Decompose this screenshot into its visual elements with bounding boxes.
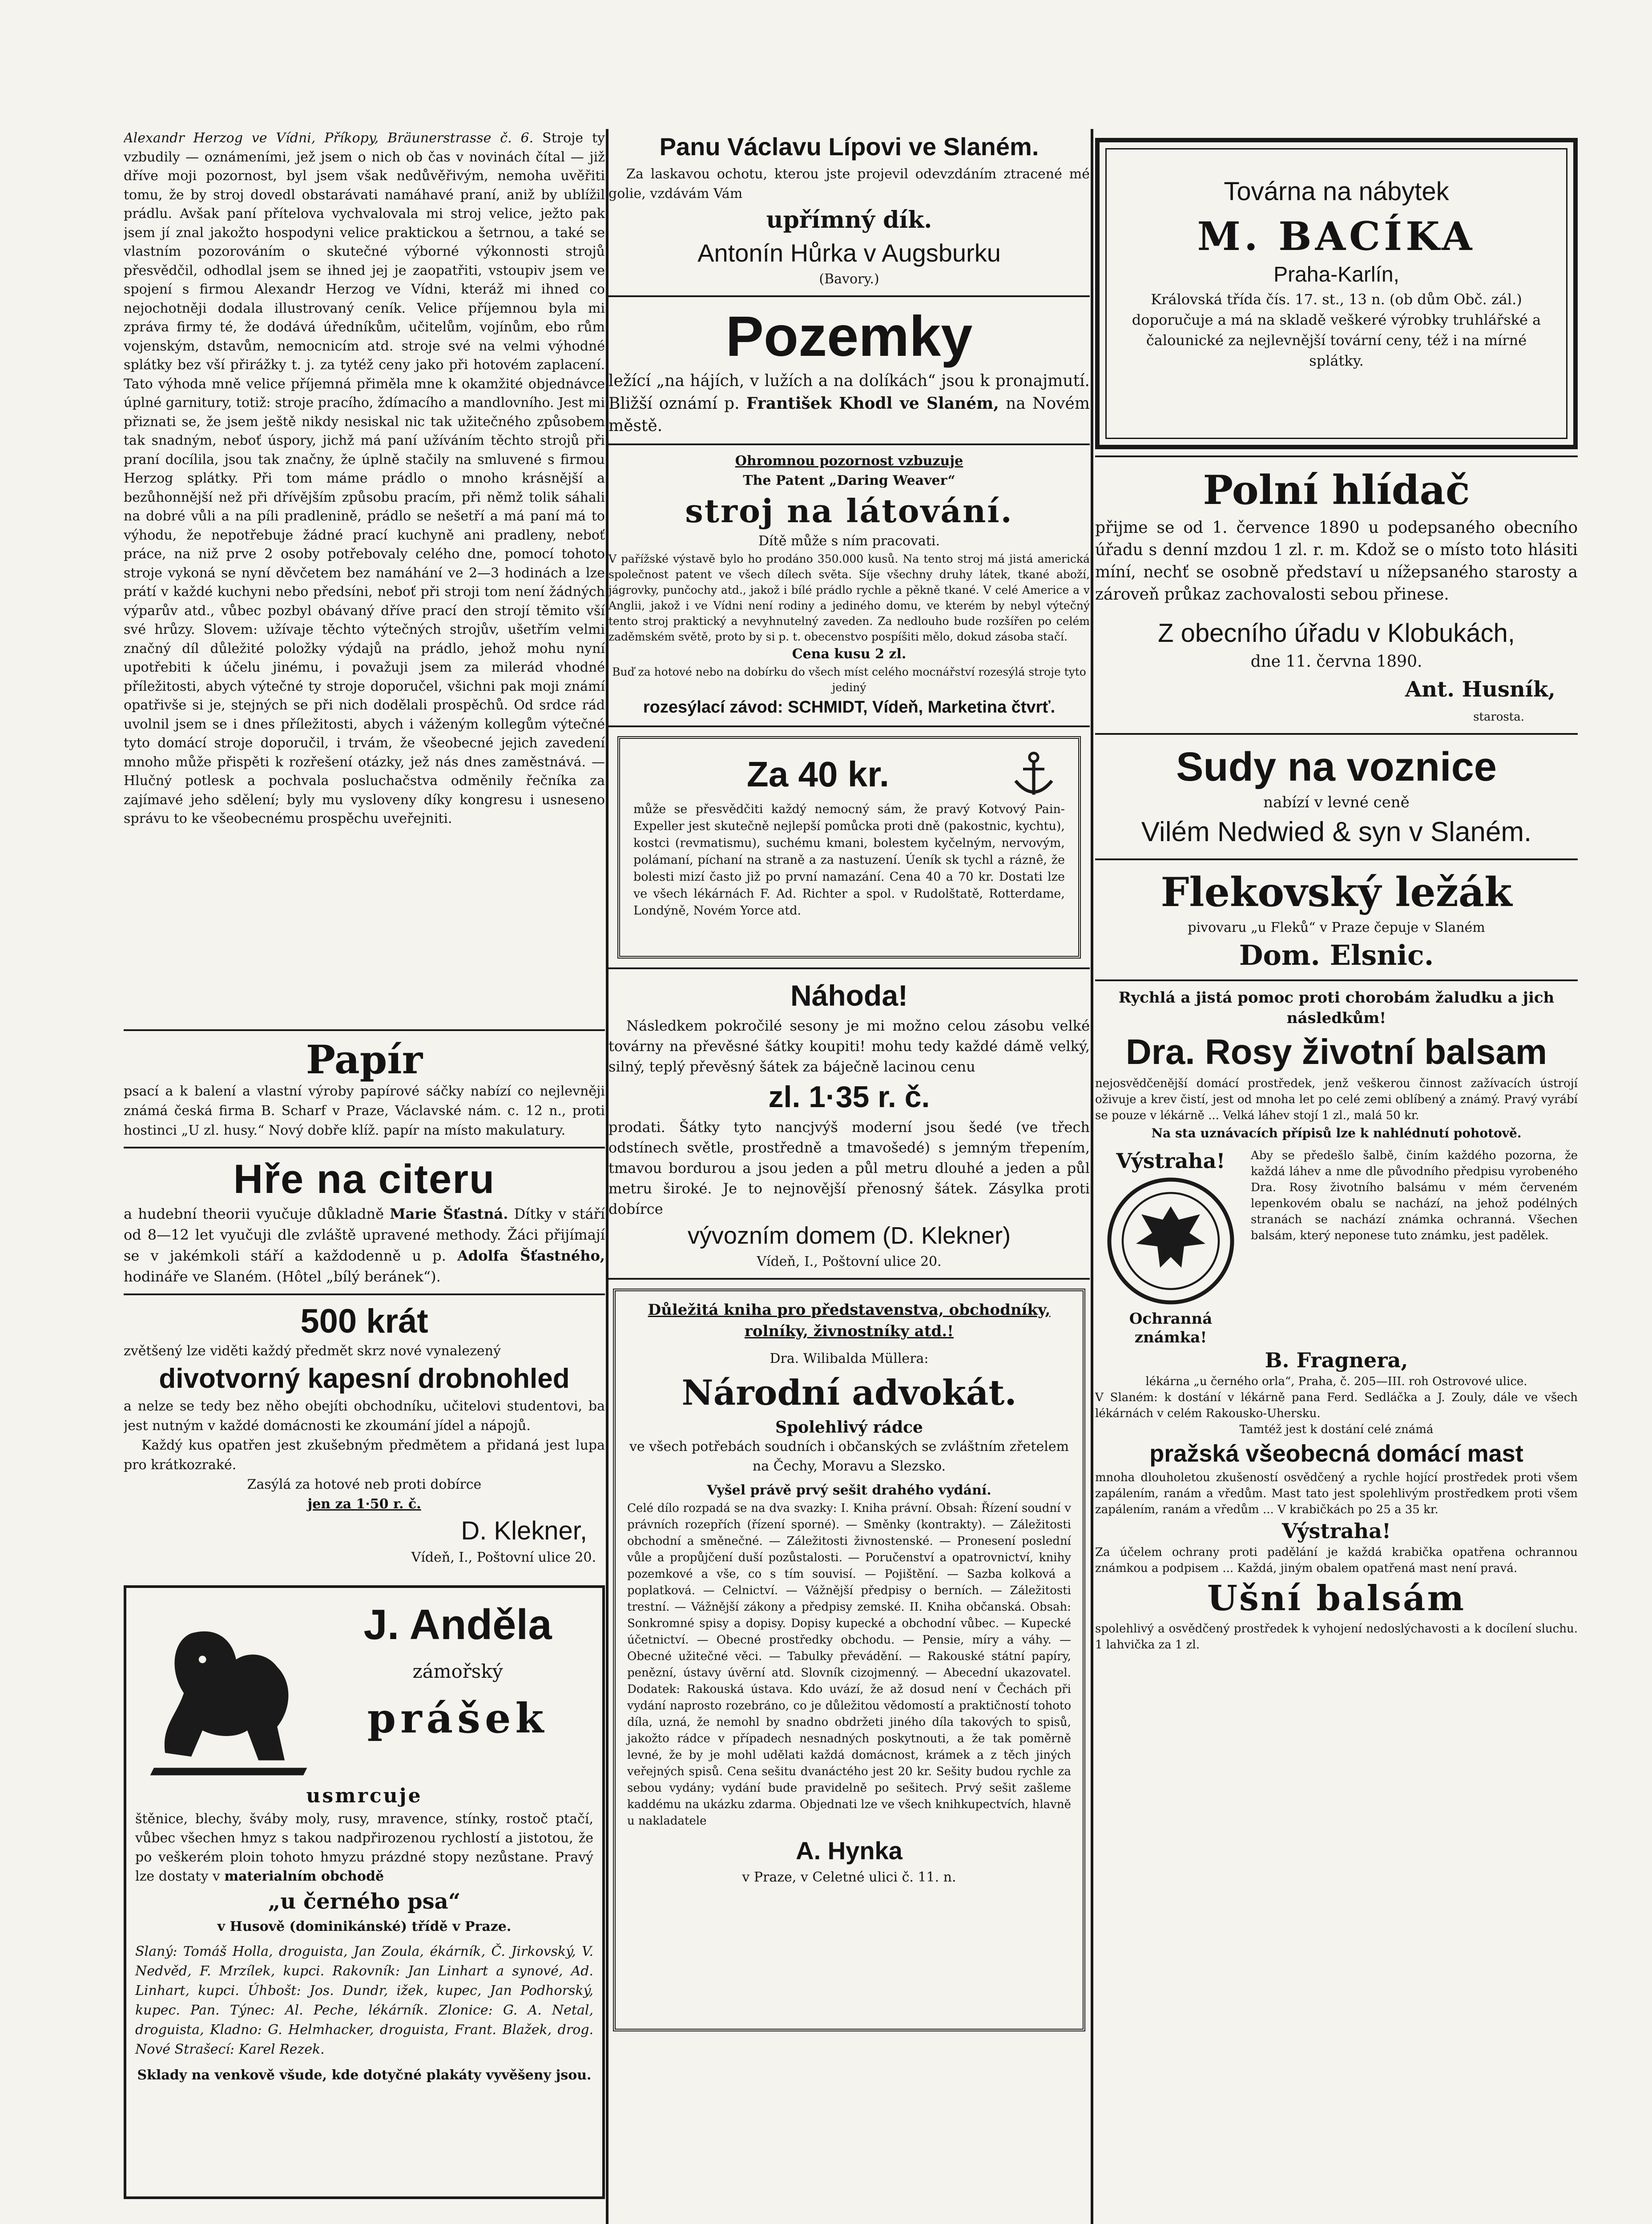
dog-illustration-icon (135, 1596, 322, 1783)
drobnohled-firm: D. Klekner, (461, 1516, 587, 1545)
column-middle (608, 129, 1090, 2224)
balsam-warn: Výstraha! (1116, 1149, 1225, 1173)
column-right (1095, 129, 1578, 2224)
bacik-head: Továrna na nábytek (1224, 177, 1449, 206)
anchor-icon (1003, 748, 1065, 801)
nahoda-body: Následkem pokročilé sesony je mi možno celou zásobu velké továrny na převěsné šátky koupiti! mohu tedy každé dámě velký, silný, teplý převěsný šátek za báječně lacinou cenu (608, 1017, 1090, 1075)
citera-title: Hře na citeru (233, 1156, 496, 1202)
citera-body1: a hudební theorii vyučuje důkladně (124, 1205, 384, 1222)
balsam-mast: pražská všeobecná domácí mast (1149, 1440, 1523, 1467)
advokat-desc: ve všech potřebách soudních i občanských se zvláštním zřetelem na Čechy, Moravu a Slezsko. (629, 1439, 1069, 1474)
sudy-firm: Vilém Nedwied & syn v Slaném. (1141, 817, 1532, 847)
pozemky-title: Pozemky (725, 305, 973, 368)
drobnohled-address: Vídeň, I., Poštovní ulice 20. (411, 1550, 596, 1565)
hlidac-sign: Ant. Husník, (1405, 677, 1555, 702)
citera-name2: Adolfa Šťastného, (457, 1247, 605, 1264)
pain-expeller-ad (617, 736, 1081, 959)
hlidac-title: Polní hlídač (1203, 467, 1470, 514)
lezak-title: Flekovský ležák (1160, 869, 1512, 916)
andela-title: J. Anděla (363, 1601, 552, 1648)
balsam-apoth: B. Fragnera, (1265, 1348, 1408, 1372)
nahoda-ad (608, 975, 1090, 1272)
pralka-price: Cena kusu 2 zl. (792, 646, 907, 662)
pralka-sub1: Dítě může s ním pracovati. (758, 533, 940, 549)
nahoda-body2: prodati. Šátky tyto nancjvýš moderní jsou šedé (ve třech odstínech světle, prostředně a tmavošedé) s jemným třepením, tmavou bordurou a jsou jeden a půl metru dlouhé a jeden a půl metru široké. Je to nejnovější přenosný šátek. Zásylka proti dobírce (608, 1119, 1090, 1217)
lezak-place: Dom. Elsnic. (1239, 939, 1434, 971)
drobnohled-body2: Každý kus opatřen jest zkušebným předmětem a přidaná jest lupa pro krátkozraké. (124, 1438, 605, 1473)
andela-verb: usmrcuje (306, 1785, 423, 1807)
divider (124, 1147, 605, 1148)
divider (124, 1293, 605, 1295)
balsam-warn2: Výstraha! (1281, 1519, 1391, 1543)
advokat-address: v Praze, v Celetné ulici č. 11. n. (742, 1869, 956, 1885)
pralka-patent: The Patent „Daring Weaver“ (743, 473, 955, 488)
balsam-too: Tamtéž jest k dostání celé známá (1239, 1423, 1434, 1436)
pozemky-name: František Khodl ve Slaném, (746, 394, 999, 413)
advokat-body: Celé dílo rozpadá se na dva svazky: I. Kniha právní. Obsah: Řízení soudní v právních rozepřích (řízení sporné). — Směnky (kontrakty). — Záležitosti obchodní a směnečné. — Záležitosti živnostenské. — Pronesení poslední vůle a propůjčení duší pozůstalosti. — Poručenství a opatrovnictví, knihy pozemkové a vše, co s tím souvisí. — Pojištění. — Sazba kolková a poplatková. — Celnictví. — Vážnější předpisy o berních. — Záležitosti trestní. — Vážnější zákony a předpisy zemské. II. Kniha občanská. Obsah: Sonkromné spisy a dopisy. Dopisy kupecké a obchodní vůbec. — Kupecké účetnictví. — Obecné prostředky obchodu. — Pensie, míry a váhy. — Obecné užitečné věci. — Tabulky převádění. — Rakouské státní papíry, penězní, ústavy úvěrní atd. Slovník cizojmenný. — Abecední ukazovatel. Dodatek: Rakouská ústava. Kdo uvází, že až dosud není v Čechách při vydání naprosto rozebráno, co je důležitou vědomostí a praktičností tohoto díla, uzná, že nemohl by snadno obdržeti jiného díla takových to spisů, jakožto rádce v případech nesnadných poskytnouti, a že tak poměrně levné, že by je mohl udělati každá domácnost, krámek a z těch jiných veřejných spisů. Cena sešitu dvanáctého jest 20 kr. Sešity budou rychle za sebou vydány; vydání bude pravidelně po sešitech. Prvý sešit zašleme kaddému na ukázku zdarma. Objednati lze ve všech knihkupectvích, hlavně u nakladatele (627, 1502, 1071, 1828)
balsam-usni: Ušní balsám (1207, 1578, 1466, 1619)
drobnohled-body: a nelze se tedy bez něho obejíti obchodníku, učitelovi studentovi, ba jest nutným v každé domácnosti ke zkoumání jídel a nápojů. (124, 1398, 605, 1434)
pozemky-ad (608, 303, 1090, 437)
pralka-body: V pařížské výstavě bylo ho prodáno 350.000 kusů. Na tento stroj má jistá americká společnost patent ve všech dílech světa. Síje všechny druhy látek, tkané aboží, jágrovky, punčochy atd., jakož i bílé prádlo rychle a pěkně tkané. V celé Americe a v Anglii, jakož i ve Vídni není rodiny a jediného domu, ve kterém by nebyl výtečný tento stroj praktický a nevyhnutelný zaveden. Za nedlouho bude rozšířen po celém zaděmském světě, proto by si p. t. obecenstvo pospíšiti mělo, dokud zásoba stačí. (608, 552, 1090, 643)
divider (608, 967, 1090, 969)
nahoda-price: zl. 1·35 r. č. (768, 1080, 930, 1114)
pozemky-body: ležící „na hájích, v lužích a na dolíkách“ jsou k pronajmutí. Bližší oznámí p. (608, 372, 1090, 413)
andela-footer: Sklady na venkově všude, kde dotyčné plakáty vyvěšeny jsou. (137, 2067, 592, 2083)
balsam-title: Dra. Rosy životní balsam (1126, 1032, 1547, 1072)
sudy-ad (1095, 741, 1578, 852)
advokat-title: Národní advokát. (681, 1373, 1017, 1413)
balsam-usnibody: spolehlivý a osvědčený prostředek k vyhojení nedoslýchavosti a k docílení sluchu. 1 lahvička za 1 zl. (1095, 1622, 1578, 1652)
balsam-apothaddr: lékárna „u černého orla“, Praha, č. 205—III. roh Ostrovové ulice. (1145, 1375, 1527, 1388)
advokat-head: Důležitá kniha pro představenstva, obchodníky, rolníky, živnostníky atd.! (648, 1301, 1051, 1340)
pralka-firm: rozesýlací závod: SCHMIDT, Vídeň, Marketina čtvrť. (643, 698, 1056, 717)
citera-body2: Dítky v stáří od 8—12 let vyučuji dle zvláště upravené methody. Žáci přijímají se v jakémkoli stáří a každodenně u p. (124, 1205, 605, 1264)
herzog-letter (124, 129, 605, 1023)
lipa-place: (Bavory.) (819, 271, 879, 287)
sudy-body: nabízí v levné ceně (1263, 794, 1410, 811)
andela-shop: „u černého psa“ (268, 1889, 461, 1914)
advokat-issued: Vyšel právě prvý sešit drahého vydání. (707, 1483, 991, 1498)
lezak-body: pivovaru „u Fleků“ v Praze čepuje v Slaném (1188, 920, 1485, 935)
drobnohled-title: 500 krát (300, 1302, 428, 1340)
balsam-stamp: Ochranná známka! (1129, 1310, 1213, 1346)
eagle-trademark-icon (1104, 1174, 1237, 1308)
hlidac-office: Z obecního úřadu v Klobukách, (1158, 619, 1515, 648)
herzog-body: Stroje ty vzbudily — oznámeními, jež jsem o nich ob čas v novinách čítal — již dříve moji pozornost, byl jsem však nedůvěřivým, nemoha uvěřiti tomu, že by stroj dovedl obstarávati namáhavé praní, aniž by ublížil prádlu. Avšak paní přítelova vychvalovala mi stroj velice, ježto pak jsem jí znal jakožto hospodyni velice praktickou a šetrnou, a také se vlastním pozorováním o skutečné výborné výkonnosti strojů přesvědčil, odhodlal jsem se ihned jej je zaopatřiti, vstoupiv jsem ve spojení s firmou Alexandr Herzog ve Vídni, kteráž mi ihned co nejochotněji dodala illustrovaný ceník. Velice příjemnou byla mi zpráva firmy té, že dodává úředníkům, učitelům, vojínům, ebo rům vojenským, dstavům, nemocnicím atd. stroje své na velmi výhodné splátky bez vší přirážky t. j. za tytéž ceny jako při hotovém zaplacení. Tato výhoda mně velice příjemná přiměla mne k okamžité objednávce úplné garnitury, totiž: stroje pracího, ždímacího a mandlovního. Jest mi přiznati se, že jsem ještě nikdy nesiskal nic tak užitečného způsobem tak snadným, neboť úspory, jichž má paní užíváním těchto strojů při praní docílila, jsou tak značny, že úplně stačily na smluvené s firmou Herzog splátky. Při tom máme prádlo o mnoho krásnější a bezůhonnější než při dřívějším způsobu pracím, při němž tolik sáhali na dobré vůli a na píli pradlenině, prádlo se nešetří a má paní má to výhodu, že nepotřebuje žádné prací kuchyně ani pradleny, neboť práce, na niž prve 2 osoby potřebovaly celého dne, pomocí tohoto stroje vykoná se nyní děvčetem bez namáhání ve 2—3 hodinách a lze prátí v každé kuchyni nebo předsíni, neboť při stroji tom není žádných výparův atd., vůbec pozbyl obávaný dříve prací den strojí těmito vší své hrůzy. Slovem: užívaje těchto výtečných strojův, ušetřím velmi značný díl důležité položky výdajů na prádlo, jehož mohu nyní upotřebiti k účelu jinému, i považuji jsem za milerád vhodné příležitosti, abych výtečné ty stroje doporučel, všichni pak moji známí opatřivše si je, stejných se při nich dodělali prospěchů. Od srdce rád uvolnil jsem se i dnes příležitosti, abych i váženým kollegům výtečné tyto domácí stroje doporučil, i trvám, že všeobecné jejich zavedení mnoho může přispěti k rozřešení otázky, jež nás dnes zaměstnává. — Hlučný potlesk a pochvala posluchačstva odměnily řečníka za zajímavé jeho sdělení; byly mu vysloveny díky kongresu i usneseno správu to ke všeobecnému prospěchu uveřejniti. (124, 130, 605, 826)
pralka-order: Buď za hotové nebo na dobírku do všech míst celého mocnářství rozesýlá stroje tyto jediný (612, 665, 1086, 694)
andela-bold1: materialním obchodě (224, 1869, 384, 1884)
balsam-ad (1095, 987, 1578, 2099)
drobnohled-price: jen za 1·50 r. č. (307, 1496, 421, 1512)
lipa-title: Panu Václavu Lípovi ve Slaném. (659, 133, 1039, 161)
balsam-mastbody: mnoha dlouholetou zkušeností osvědčený a rychle hojící prostředek proti všem zapálením, ranám a vředům. Mast tato jest spolehlivým prostředkem proti všem zapálením, ranám a vředům ... V krabičkách po 25 a 35 kr. (1095, 1471, 1578, 1516)
lezak-ad (1095, 866, 1578, 973)
drobnohled-intro: zvětšený lze viděti každý předmět skrz nové vynalezený (124, 1343, 501, 1359)
andela-sub1: zámořský (412, 1660, 503, 1682)
citera-body3: hodináře ve Slaném. (Hôtel „bílý beránek“). (124, 1268, 441, 1285)
advokat-publisher: A. Hynka (796, 1837, 903, 1865)
papir-body: psací a k balení a vlastní výroby papírové sáčky nabízí co nejlevněji známá česká firma B. Scharf v Praze, Václavské nám. c. 12 n., proti hostinci „U zl. husy.“ Nový dobře klíž. papír na místo makulatury. (124, 1084, 605, 1138)
lipa-name: Antonín Hůrka v Augsburku (697, 239, 1001, 267)
drobnohled-headline: divotvorný kapesní drobnohled (159, 1363, 570, 1394)
hlidac-ad (1095, 463, 1578, 727)
balsam-note: Na sta uznávacích přípisů lze k nahlédnutí pohotově. (1151, 1126, 1522, 1140)
bacik-body: doporučuje a má na skladě veškeré výrobky truhlářské a čalounické za nejlevnější tovární ceny, též i na mírné splátky. (1132, 311, 1541, 369)
papir-title: Papír (306, 1036, 423, 1083)
balsam-head: Rychlá a jistá pomoc proti chorobám žaludku a jich následkům! (1118, 989, 1555, 1027)
column-left (124, 129, 605, 2224)
divider (608, 295, 1090, 297)
column-rule (1091, 129, 1093, 2224)
balsam-body: nejosvědčenější domácí prostředek, jenž veškerou činnost zažívacích ústrojí oživuje a krev čistí, jest od mnoha let po celé zemi oblíbený a známý. Pravý vyrábí se pouze v lékárně ... Velká láhev stojí 1 zl., malá 50 kr. (1095, 1077, 1578, 1122)
lipa-thanks: upřímný dík. (766, 206, 932, 234)
pralka-ad (608, 451, 1090, 719)
nahoda-firm: vývozním domem (D. Klekner) (687, 1222, 1011, 1249)
bacik-name: M. BACÍKA (1197, 213, 1476, 259)
advokat-author: Dra. Wilibalda Müllera: (770, 1351, 929, 1366)
divider (608, 1278, 1090, 1280)
herzog-lead: Alexandr Herzog ve Vídni, Příkopy, Bräunerstrasse č. 6. (124, 130, 534, 146)
citera-ad (124, 1155, 605, 1287)
hlidac-body: přijme se od 1. července 1890 u podepsaného obecního úřadu s denní mzdou 1 zl. r. m. Kdož se o místo toto hlásiti míní, nechť se osobně představí u nížepsaného starosty a zároveň průkaz zachovalosti sebou přinese. (1095, 519, 1578, 604)
andela-ad (124, 1585, 605, 2199)
divider (1095, 455, 1578, 457)
pozemky-tail: na Novém městě. (608, 395, 1090, 435)
drobnohled-order: Zasýlá za hotové neb proti dobírce (247, 1477, 482, 1492)
pralka-title: stroj na látování. (685, 492, 1013, 530)
papir-ad (124, 1037, 605, 1140)
andela-dealers: Slaný: Tomáš Holla, droguista, Jan Zoula, ékárník, Č. Jirkovský, V. Nedvěd, F. Mrzílek, kupci. Rakovník: Jan Linhart a synové, Ad. Linhart, kupci. Úhbošt: Jos. Dundr, ižek, kupec, Jan Podhorský, kupec. Pan. Týnec: Al. Peche, lékárník. Zlonice: G. A. Netal, droguista, Kladno: G. Helmhacker, droguista, Frant. Blažek, drog. Nové Strašecí: Karel Rezek. (135, 1944, 593, 2057)
pralka-head: Ohromnou pozornost vzbuzuje (735, 453, 963, 469)
divider (124, 1029, 605, 1031)
andela-body: štěnice, blechy, šváby moly, rusy, mravence, stínky, rostoč ptačí, vůbec všechen hmyz s takou nadpřirozenou rychlostí a jistotou, že po veškerém ploin tohoto hmyzu prázdné stopy nezůstane. Pravý lze dostaty v (135, 1811, 593, 1884)
bacik-place: Praha-Karlín, (1273, 263, 1399, 286)
bacik-address: Královská třída čís. 17. st., 13 n. (ob dům Obč. zál.) (1151, 291, 1522, 308)
nahoda-address: Vídeň, I., Poštovní ulice 20. (757, 1254, 942, 1269)
andela-sub2: prášek (367, 1694, 548, 1742)
divider (1095, 979, 1578, 981)
balsam-slany: V Slaném: k dostání v lékárně pana Ferd. Sedláčka a J. Zouly, dále ve všech lékárnách v celém Rakousko-Uhersku. (1095, 1391, 1578, 1420)
pain-body: může se přesvědčiti každý nemocný sám, že pravý Kotvový Pain-Expeller jest skutečně nejlepší pomůcka proti dně (pakostnic, kychtu), kostci (revmatismu), suchému kmani, bolestem kyčelným, nervovým, polámaní, píchaní na straně a za nastuzení. Úeník sk tychl a ráznê, že bolesti mizí často již po první namazání. Cena 40 a 70 kr. Dostati lze ve všech lékárnách F. Ad. Richter a spol. v Rudolštatě, Rotterdame, Londýně, Novém Yorce atd. (633, 802, 1065, 918)
lipa-body: Za laskavou ochotu, kterou jste projevil odevzdáním ztracené mé golie, vzdávám Vám (608, 166, 1090, 201)
hlidac-role: starosta. (1473, 710, 1524, 724)
andela-shopaddr: v Husově (dominikánské) třídě v Praze. (217, 1919, 512, 1934)
hlidac-date: dne 11. června 1890. (1250, 653, 1422, 671)
divider (1095, 733, 1578, 735)
lipa-ad (608, 129, 1090, 289)
balsam-warnbody: Aby se předešlo šalbě, činím každého pozorna, že každá láhev a nme dle původního předpisu vyrobeného Dra. Rosy životního balsámu v mém červeném lepenkovém obalu se nachází, na jehož podélných stranách se nachází známka ochranná. Všechen balsám, který neponese tuto známku, jest padělek. (1251, 1149, 1578, 1242)
nahoda-title: Náhoda! (790, 979, 908, 1012)
advokat-sub: Spolehlivý rádce (775, 1418, 923, 1437)
advokat-ad (613, 1289, 1085, 2031)
balsam-warn2body: Za účelem ochrany proti padělání je každá krabička opatřena ochrannou známkou a podpisem ... Každá, jiným obalem opatřená mast není pravá. (1095, 1546, 1578, 1575)
sudy-title: Sudy na voznice (1176, 744, 1497, 790)
divider (608, 443, 1090, 445)
divider (608, 725, 1090, 727)
bacik-ad (1095, 138, 1578, 449)
divider (1095, 858, 1578, 860)
drobnohled-ad (124, 1301, 605, 1567)
citera-name1: Marie Šťastná. (390, 1205, 508, 1222)
pain-title: Za 40 kr. (746, 754, 890, 794)
